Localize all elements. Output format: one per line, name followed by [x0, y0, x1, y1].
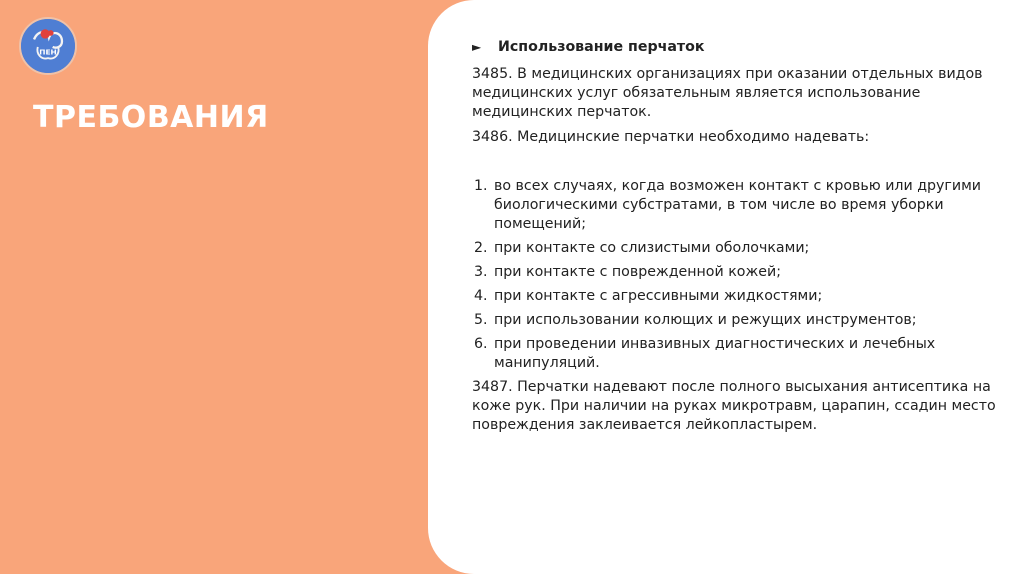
content-panel: [428, 0, 1024, 574]
list-item-number: 1.: [474, 178, 488, 194]
list-item: [472, 287, 1012, 306]
list-item: [472, 263, 1012, 282]
list-item-number: 2.: [474, 240, 488, 256]
logo: [19, 17, 77, 75]
arrow-bullet-icon: ►: [472, 40, 482, 54]
list-item-text: при проведении инвазивных диагностических и лечебных манипуляций.: [494, 336, 936, 371]
list-item-number: 5.: [474, 312, 488, 328]
list-item-number: 4.: [474, 288, 488, 304]
logo-emblem-icon: [21, 19, 75, 73]
heading-text: Использование перчаток: [498, 39, 705, 55]
paragraph-3487: 3487. Перчатки надевают после полного высыхания антисептика на коже рук. При наличии на руках микротравм, царапин, ссадин место повреждения заклеивается лейкопластырем.: [472, 379, 996, 433]
list-item-text: при контакте с агрессивными жидкостями;: [494, 288, 823, 304]
section-heading: [472, 38, 1012, 57]
list-item: [472, 177, 1012, 234]
paragraph-3485: 3485. В медицинских организациях при оказании отдельных видов медицинских услуг обязательным является использование медицинских перчаток.: [472, 66, 983, 120]
paragraph-3486: 3486. Медицинские перчатки необходимо надевать:: [472, 129, 870, 145]
requirements-list: [472, 177, 1012, 373]
content-body: [472, 38, 1012, 441]
list-item-text: при контакте с поврежденной кожей;: [494, 264, 781, 280]
list-item: [472, 335, 1012, 373]
list-item-text: при контакте со слизистыми оболочками;: [494, 240, 810, 256]
list-item-number: 6.: [474, 336, 488, 352]
list-item-text: во всех случаях, когда возможен контакт с кровью или другими биологическими субстратами, в том числе во время уборки помещений;: [494, 178, 982, 232]
list-item: [472, 239, 1012, 258]
logo-text: ПЕН: [39, 47, 57, 57]
list-item-text: при использовании колющих и режущих инструментов;: [494, 312, 917, 328]
slide-title: ТРЕБОВАНИЯ: [33, 100, 269, 135]
list-item: [472, 311, 1012, 330]
list-item-number: 3.: [474, 264, 488, 280]
